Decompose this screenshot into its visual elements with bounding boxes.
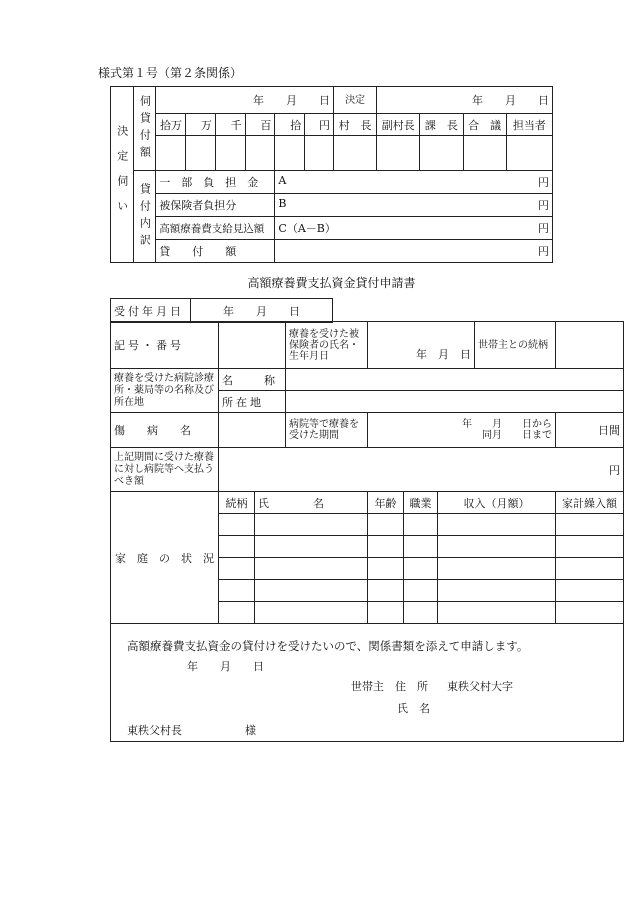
family-cell[interactable] [438, 558, 556, 580]
approver-gougi: 合 議 [463, 114, 506, 136]
householder-address-value[interactable]: 東秩父村大字 [447, 680, 513, 693]
family-cell[interactable] [255, 580, 368, 602]
digit-en: 円 [305, 114, 334, 136]
period-range[interactable] [368, 413, 556, 448]
relation-value[interactable] [556, 322, 624, 369]
loan-breakdown-label: 貸付内訳 [133, 171, 156, 263]
loan-row-label: 被保険者負担分 [156, 194, 275, 217]
family-cell[interactable] [556, 558, 624, 580]
form-label: 様式第１号（第２条関係） [98, 66, 243, 80]
loan-row-code: C（A－B） [278, 222, 336, 235]
loan-amount-row-label: 伺貸付額 [133, 87, 156, 171]
decision-outer-label: 決定伺い [111, 87, 134, 263]
honorific: 様 [245, 724, 256, 737]
disease-value[interactable] [219, 413, 286, 448]
loan-row-label: 高額療養費支給見込額 [156, 217, 275, 240]
family-cell[interactable] [404, 558, 438, 580]
hospital-address-value[interactable] [286, 391, 624, 413]
period-to: 同月 日まで [482, 430, 553, 441]
seal-gougi[interactable] [463, 136, 506, 171]
period-from: 年 月 日から [462, 419, 553, 430]
hospital-address-label: 所在地 [219, 391, 286, 413]
family-cell[interactable] [255, 558, 368, 580]
amount-sen-cell[interactable] [215, 136, 245, 171]
period-days[interactable]: 日間 [556, 413, 624, 448]
seal-kachou[interactable] [420, 136, 463, 171]
seal-tantousha[interactable] [506, 136, 552, 171]
addressee: 東秩父村長 [127, 724, 182, 737]
family-cell[interactable] [219, 580, 255, 602]
loan-row-label: 貸 付 額 [156, 240, 275, 263]
period-label: 病院等で療養を受けた期間 [286, 413, 368, 448]
family-cell[interactable] [255, 514, 368, 536]
family-cell[interactable] [368, 514, 404, 536]
family-cell[interactable] [368, 558, 404, 580]
receipt-label: 受付年月日 [111, 299, 191, 323]
family-cell[interactable] [219, 558, 255, 580]
family-cell[interactable] [404, 514, 438, 536]
disease-label: 傷 病 名 [111, 413, 219, 448]
sign-date[interactable]: 年 月 日 [187, 660, 264, 673]
family-header-name: 氏 名 [255, 492, 368, 514]
payment-label: 上記期間に受けた療養に対し病院等へ支払うべき額 [111, 448, 219, 492]
loan-row-value[interactable] [275, 240, 553, 263]
family-header-relation: 続柄 [219, 492, 255, 514]
family-cell[interactable] [556, 602, 624, 624]
family-cell[interactable] [438, 602, 556, 624]
amount-hyaku-cell[interactable] [245, 136, 275, 171]
receipt-date[interactable]: 年 月 日 [191, 299, 333, 323]
family-cell[interactable] [404, 536, 438, 558]
digit-jyu: 拾 [275, 114, 305, 136]
loan-row-value[interactable] [275, 217, 553, 240]
seal-sonchou[interactable] [333, 136, 376, 171]
householder-name-label: 氏 名 [397, 702, 430, 715]
family-cell[interactable] [438, 536, 556, 558]
family-header-income: 収入（月額） [438, 492, 556, 514]
application-title: 高額療養費支払資金貸付申請書 [247, 276, 416, 290]
loan-row-code: B [278, 197, 287, 210]
seal-fukusonchou[interactable] [377, 136, 420, 171]
symbol-number-label: 記号・番号 [111, 322, 219, 369]
loan-row-unit: 円 [538, 222, 549, 235]
symbol-number-value[interactable] [219, 322, 286, 369]
amount-jyuman-cell[interactable] [156, 136, 186, 171]
family-cell[interactable] [368, 580, 404, 602]
family-cell[interactable] [255, 602, 368, 624]
approver-kachou: 課 長 [420, 114, 463, 136]
family-cell[interactable] [404, 602, 438, 624]
family-cell[interactable] [556, 514, 624, 536]
family-cell[interactable] [556, 536, 624, 558]
amount-jyu-cell[interactable] [275, 136, 305, 171]
family-cell[interactable] [438, 580, 556, 602]
receipt-table [110, 298, 333, 323]
family-header-job: 職業 [404, 492, 438, 514]
decision-table [110, 86, 553, 263]
family-header-contribution: 家計繰入額 [556, 492, 624, 514]
family-cell[interactable] [368, 536, 404, 558]
householder-address-label: 世帯主 住 所 [351, 680, 428, 693]
approver-tantousha: 担当者 [506, 114, 552, 136]
patient-label: 療養を受けた被保険者の氏名・生年月日 [286, 322, 368, 369]
family-cell[interactable] [219, 602, 255, 624]
request-date: 年 月 日 [156, 87, 334, 114]
family-status-label: 家 庭 の 状 況 [111, 492, 219, 624]
digit-sen: 千 [215, 114, 245, 136]
loan-row-code: A [278, 174, 287, 187]
decision-label: 決定 [333, 87, 376, 114]
statement-text: 高額療養費支払資金の貸付けを受けたいので、関係書類を添えて申請します。 [127, 639, 529, 653]
hospital-label: 療養を受けた病院診療所・薬局等の名称及び所在地 [111, 369, 219, 413]
amount-en-cell[interactable] [305, 136, 334, 171]
loan-row-unit: 円 [538, 245, 549, 258]
approver-fukusonchou: 副村長 [377, 114, 420, 136]
amount-man-cell[interactable] [186, 136, 216, 171]
loan-row-unit: 円 [538, 176, 549, 189]
payment-value[interactable]: 円 [219, 448, 624, 492]
digit-hyaku: 百 [245, 114, 275, 136]
family-cell[interactable] [404, 580, 438, 602]
family-cell[interactable] [255, 536, 368, 558]
loan-row-value[interactable] [275, 171, 553, 194]
loan-row-value[interactable] [275, 194, 553, 217]
approver-sonchou: 村 長 [333, 114, 376, 136]
loan-row-label: 一 部 負 担 金 [156, 171, 275, 194]
family-cell[interactable] [438, 514, 556, 536]
patient-birthdate[interactable]: 年 月 日 [368, 322, 475, 369]
relation-label: 世帯主との続柄 [475, 322, 556, 369]
hospital-name-label: 名 称 [219, 369, 286, 391]
family-header-age: 年齢 [368, 492, 404, 514]
digit-jyuman: 拾万 [156, 114, 186, 136]
digit-man: 万 [186, 114, 216, 136]
family-cell[interactable] [219, 536, 255, 558]
family-cell[interactable] [368, 602, 404, 624]
hospital-name-value[interactable] [286, 369, 624, 391]
loan-row-unit: 円 [538, 199, 549, 212]
application-table [110, 321, 624, 742]
family-cell[interactable] [556, 580, 624, 602]
statement-block [111, 624, 624, 742]
decision-date: 年 月 日 [377, 87, 553, 114]
family-cell[interactable] [219, 514, 255, 536]
